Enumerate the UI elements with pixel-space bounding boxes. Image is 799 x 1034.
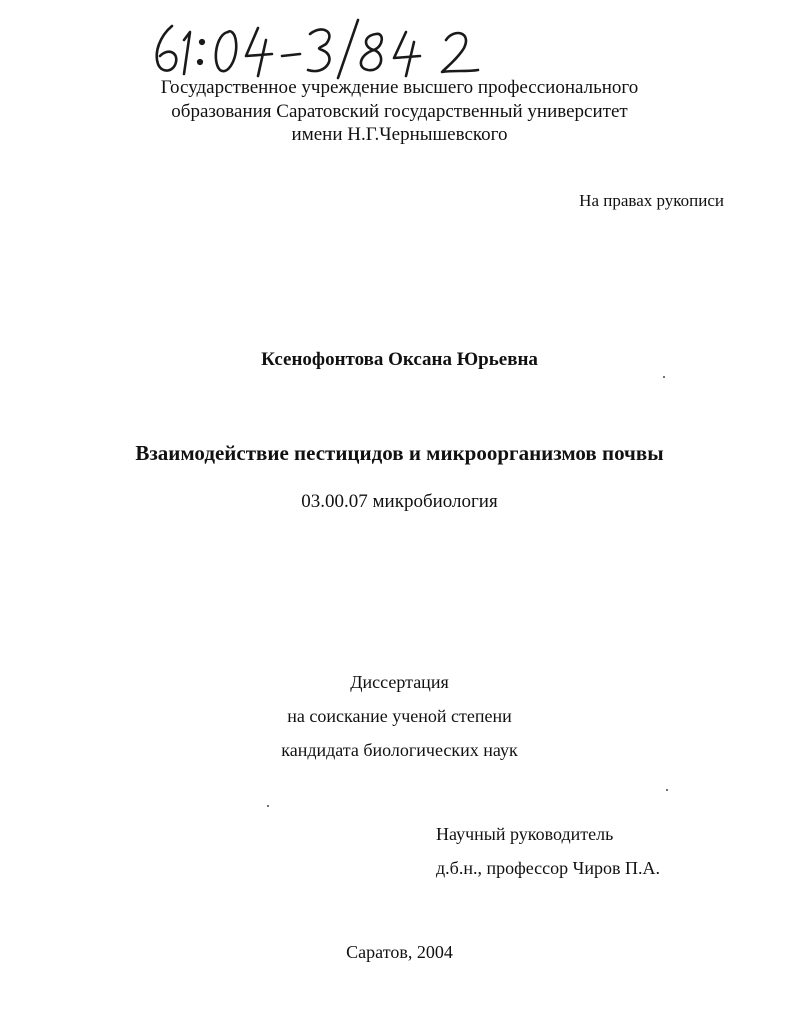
scan-speck <box>666 789 668 791</box>
author-name: Ксенофонтова Оксана Юрьевна <box>261 349 538 370</box>
rights-note: На правах рукописи <box>579 191 724 210</box>
specialty-code: 03.00.07 микробиология <box>301 491 498 512</box>
dissertation-line-3: кандидата биологических наук <box>281 740 518 760</box>
scan-speck <box>267 805 269 807</box>
handwritten-number-drawing <box>150 18 490 80</box>
institution-line-2: образования Саратовский государственный университет <box>171 101 628 122</box>
dissertation-line-1: Диссертация <box>350 672 449 692</box>
supervisor-label: Научный руководитель <box>436 824 614 844</box>
scan-speck <box>663 376 665 378</box>
supervisor-name: д.б.н., профессор Чиров П.А. <box>436 858 660 878</box>
handwritten-archive-number <box>150 18 490 80</box>
dissertation-title: Взаимодействие пестицидов и микроорганизмов почвы <box>135 441 664 465</box>
institution-line-3: имени Н.Г.Чернышевского <box>291 124 508 145</box>
place-year: Саратов, 2004 <box>346 942 453 962</box>
institution-line-1: Государственное учреждение высшего профессионального <box>160 77 639 98</box>
dissertation-line-2: на соискание ученой степени <box>287 706 512 726</box>
